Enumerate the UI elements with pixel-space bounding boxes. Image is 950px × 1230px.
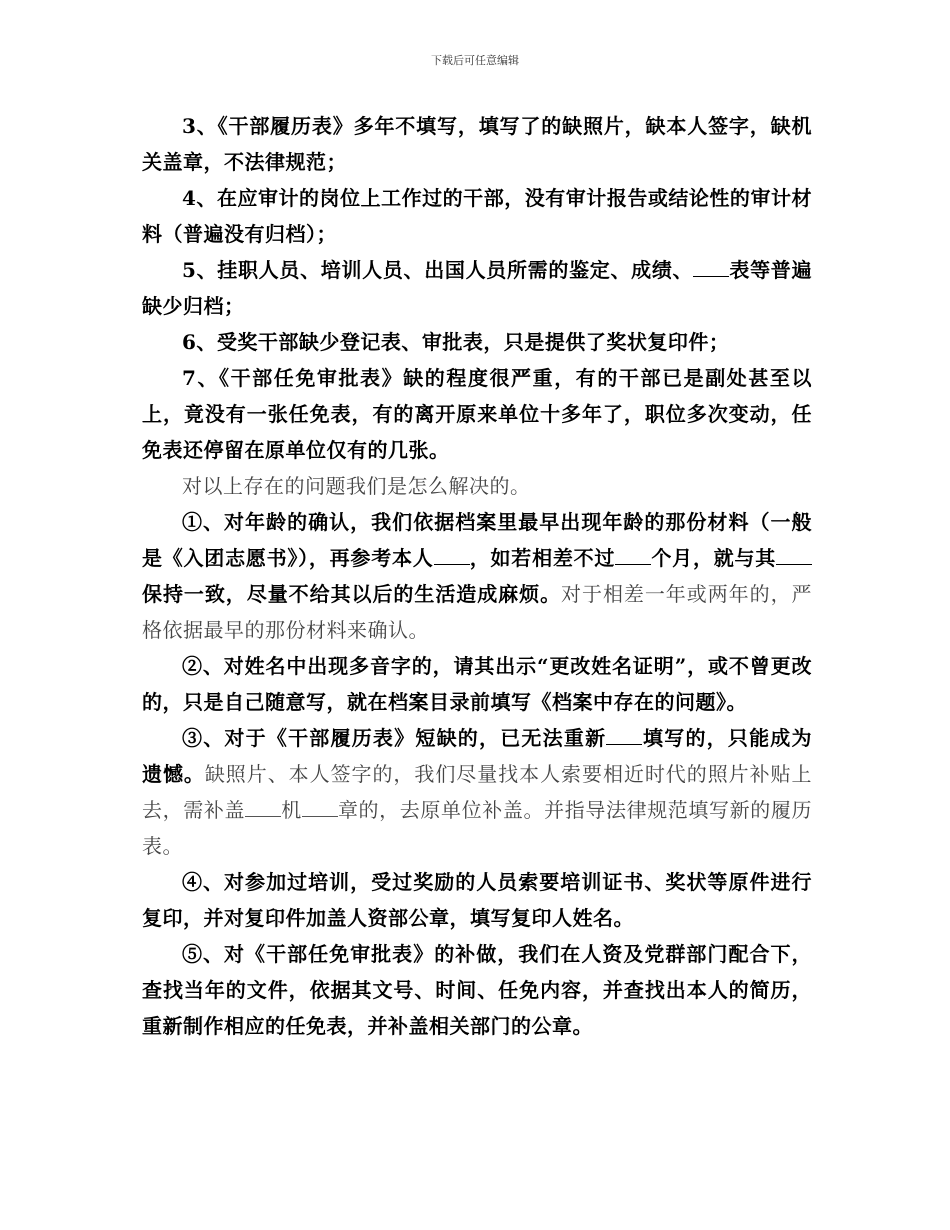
paragraph-text: 章的，去原单位补盖。并指导法律规范填写新的履历表。: [142, 798, 813, 858]
paragraph-text: ①、对年龄的确认，我们依据档案里最早出现年龄的那份材料（一般是《入团志愿书》），再参考本人: [142, 510, 812, 570]
fill-blank: [615, 546, 651, 565]
paragraph-item-6: [142, 324, 812, 360]
paragraph-text: 3、《干部履历表》多年不填写，填写了的缺照片，缺本人签字，缺机关盖章，不法律规范；: [142, 114, 812, 174]
paragraph-text: 表等普遍缺少归档；: [142, 258, 813, 318]
paragraph-text: 个月，就与其: [651, 546, 777, 570]
document-body: [142, 108, 812, 1044]
paragraph-solution-2: [142, 648, 812, 720]
fill-blank: [776, 546, 812, 565]
paragraph-text: 4、在应审计的岗位上工作过的干部，没有审计报告或结论性的审计材料（普遍没有归档）；: [142, 186, 812, 246]
paragraph-text: 机: [281, 798, 302, 822]
paragraph-text: 5、挂职人员、培训人员、出国人员所需的鉴定、成绩、: [182, 258, 694, 282]
paragraph-text: ④、对参加过培训，受过奖励的人员索要培训证书、奖状等原件进行复印，并对复印件加盖人资部公章，填写复印人姓名。: [142, 870, 812, 930]
paragraph-text: 7、《干部任免审批表》缺的程度很严重，有的干部已是副处甚至以上，竟没有一张任免表，有的离开原来单位十多年了，职位多次变动，任免表还停留在原单位仅有的几张。: [142, 366, 812, 462]
paragraph-text: ②、对姓名中出现多音字的，请其出示“更改姓名证明”，或不曾更改的，只是自己随意写，就在档案目录前填写《档案中存在的问题》。: [142, 654, 812, 714]
paragraph-text: ⑤、对《干部任免审批表》的补做，我们在人资及党群部门配合下，查找当年的文件，依据其文号、时间、任免内容，并查找出本人的简历，重新制作相应的任免表，并补盖相关部门的公章。: [142, 942, 812, 1038]
paragraph-solution-5: [142, 936, 812, 1044]
paragraph-text: 填写的，只能成为遗憾。: [142, 726, 813, 786]
paragraph-text: ，如若相差不过: [469, 546, 616, 570]
paragraph-intro: [142, 468, 812, 504]
paragraph-text: 对于相差一年或两年的，严格依据最早的那份材料来确认。: [142, 582, 813, 642]
fill-blank: [302, 798, 338, 817]
paragraph-solution-1: [142, 504, 812, 648]
fill-blank: [606, 726, 642, 745]
paragraph-solution-3: [142, 720, 812, 864]
paragraph-solution-4: [142, 864, 812, 936]
paragraph-text: ③、对于《干部履历表》短缺的，已无法重新: [182, 726, 607, 750]
fill-blank: [434, 546, 470, 565]
paragraph-item-3: [142, 108, 812, 180]
page-header: 下载后可任意编辑: [431, 54, 519, 67]
fill-blank: [245, 798, 281, 817]
paragraph-item-5: [142, 252, 812, 324]
paragraph-text: 缺照片、本人签字的，我们尽量找本人索要相近时代的照片补贴上去，需补盖: [142, 762, 813, 822]
paragraph-item-4: [142, 180, 812, 252]
fill-blank: [693, 258, 729, 277]
paragraph-item-7: [142, 360, 812, 468]
paragraph-text: 保持一致，尽量不给其以后的生活造成麻烦。: [142, 582, 562, 606]
paragraph-text: 6、受奖干部缺少登记表、审批表，只是提供了奖状复印件；: [182, 330, 730, 354]
paragraph-text: 对以上存在的问题我们是怎么解决的。: [182, 474, 531, 498]
